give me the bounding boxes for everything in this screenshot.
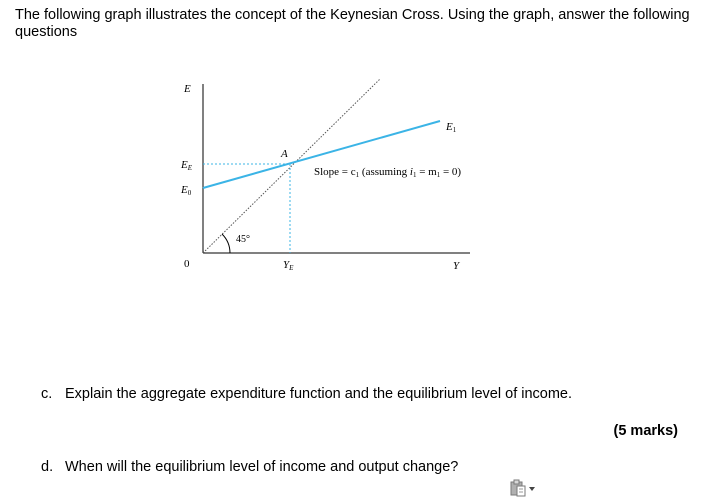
y-axis-label: E: [184, 83, 191, 95]
paste-options-icon[interactable]: [509, 479, 537, 497]
question-c-text: Explain the aggregate expenditure function and the equilibrium level of income.: [65, 386, 573, 402]
question-d-label: d.: [41, 459, 54, 475]
keynesian-cross-svg: [170, 76, 530, 281]
label-e1: E1: [446, 121, 457, 134]
question-d: [41, 459, 458, 476]
angle-label: 45°: [236, 234, 250, 245]
question-d-text: When will the equilibrium level of income and output change?: [65, 459, 459, 475]
label-e0: E0: [181, 184, 192, 197]
keynesian-cross-figure: [170, 76, 530, 281]
label-ee: EE: [181, 159, 193, 172]
angle-arc: [222, 234, 230, 253]
point-a-label: A: [281, 148, 288, 160]
marks-label: (5 marks): [613, 423, 678, 439]
intro-text: The following graph illustrates the concept of the Keynesian Cross. Using the graph, answer the following questions: [15, 7, 690, 40]
question-c-label: c.: [41, 386, 53, 402]
origin-label: 0: [184, 258, 190, 270]
label-ye: YE: [283, 259, 294, 272]
question-c: [41, 386, 572, 403]
slope-annotation: Slope = c1 (assuming i1 = m1 = 0): [314, 166, 462, 179]
x-axis-label: Y: [453, 260, 460, 272]
